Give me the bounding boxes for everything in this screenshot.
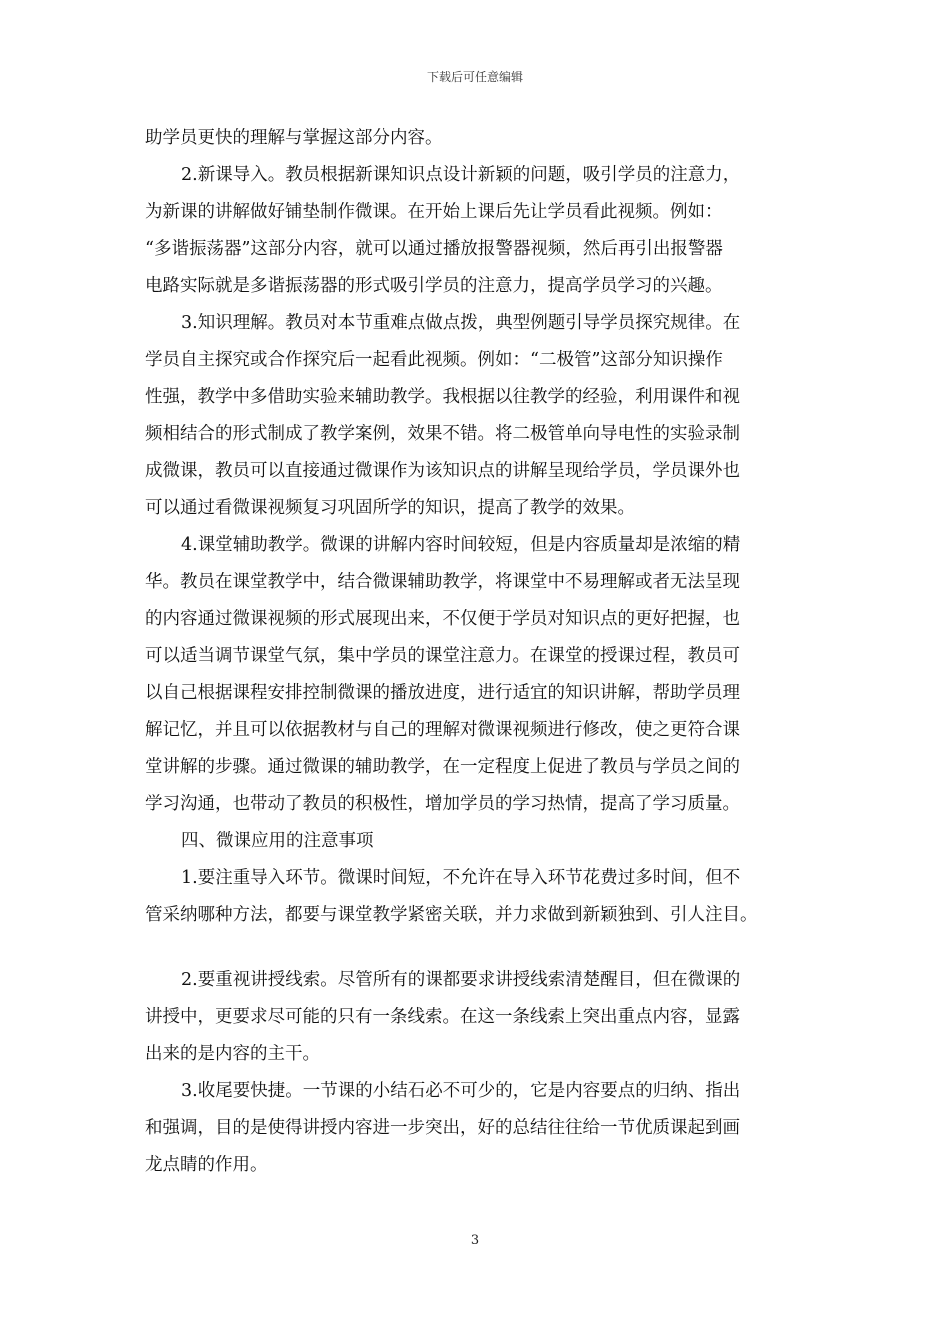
text-line: 学习沟通，也带动了教员的积极性，增加学员的学习热情，提高了学习质量。 — [145, 794, 740, 814]
text-line: 学员自主探究或合作探究后一起看此视频。例如：“二极管”这部分知识操作 — [145, 350, 723, 370]
text-line: 华。教员在课堂教学中，结合微课辅助教学，将课堂中不易理解或者无法呈现 — [145, 572, 740, 592]
text-line: 可以通过看微课视频复习巩固所学的知识，提高了教学的效果。 — [145, 498, 635, 518]
text-line: 出来的是内容的主干。 — [145, 1044, 320, 1064]
text-line: 和强调，目的是使得讲授内容进一步突出，好的总结往往给一节优质课起到画 — [145, 1118, 740, 1138]
text-line: 2.要重视讲授线索。尽管所有的课都要求讲授线索清楚醒目，但在微课的 — [181, 970, 741, 990]
text-line: 龙点睛的作用。 — [145, 1155, 268, 1175]
text-line: 的内容通过微课视频的形式展现出来，不仅便于学员对知识点的更好把握，也 — [145, 609, 740, 629]
text-line: 管采纳哪种方法，都要与课堂教学紧密关联，并力求做到新颖独到、引人注目。 — [145, 905, 758, 925]
document-body — [145, 120, 810, 1184]
text-line: 讲授中，更要求尽可能的只有一条线索。在这一条线索上突出重点内容，显露 — [145, 1007, 740, 1027]
text-line: 以自己根据课程安排控制微课的播放进度，进行适宜的知识讲解，帮助学员理 — [145, 683, 740, 703]
text-line: 解记忆，并且可以依据教材与自己的理解对微课视频进行修改，使之更符合课 — [145, 720, 740, 740]
text-line: 性强，教学中多借助实验来辅助教学。我根据以往教学的经验，利用课件和视 — [145, 387, 740, 407]
text-line: 1.要注重导入环节。微课时间短，不允许在导入环节花费过多时间，但不 — [181, 868, 741, 888]
text-line: 2.新课导入。教员根据新课知识点设计新颖的问题，吸引学员的注意力， — [181, 165, 741, 185]
text-line: 3.收尾要快捷。一节课的小结石必不可少的，它是内容要点的归纳、指出 — [181, 1081, 741, 1101]
text-line: 堂讲解的步骤。通过微课的辅助教学，在一定程度上促进了教员与学员之间的 — [145, 757, 740, 777]
paragraph-gap — [145, 934, 810, 962]
text-line: 4.课堂辅助教学。微课的讲解内容时间较短，但是内容质量却是浓缩的精 — [181, 535, 741, 555]
page-number: 3 — [470, 1233, 480, 1248]
text-line: 助学员更快的理解与掌握这部分内容。 — [145, 128, 443, 148]
text-line: 3.知识理解。教员对本节重难点做点拨，典型例题引导学员探究规律。在 — [181, 313, 741, 333]
section-heading: 四、微课应用的注意事项 — [181, 831, 374, 851]
text-line: 为新课的讲解做好铺垫制作微课。在开始上课后先让学员看此视频。例如： — [145, 202, 723, 222]
text-line: 成微课，教员可以直接通过微课作为该知识点的讲解呈现给学员，学员课外也 — [145, 461, 740, 481]
text-line: 电路实际就是多谐振荡器的形式吸引学员的注意力，提高学员学习的兴趣。 — [145, 276, 723, 296]
text-line: 频相结合的形式制成了教学案例，效果不错。将二极管单向导电性的实验录制 — [145, 424, 740, 444]
text-line: “多谐振荡器”这部分内容，就可以通过播放报警器视频，然后再引出报警器 — [145, 239, 723, 259]
text-line: 可以适当调节课堂气氛，集中学员的课堂注意力。在课堂的授课过程，教员可 — [145, 646, 740, 666]
page-header: 下载后可任意编辑 — [426, 70, 523, 84]
